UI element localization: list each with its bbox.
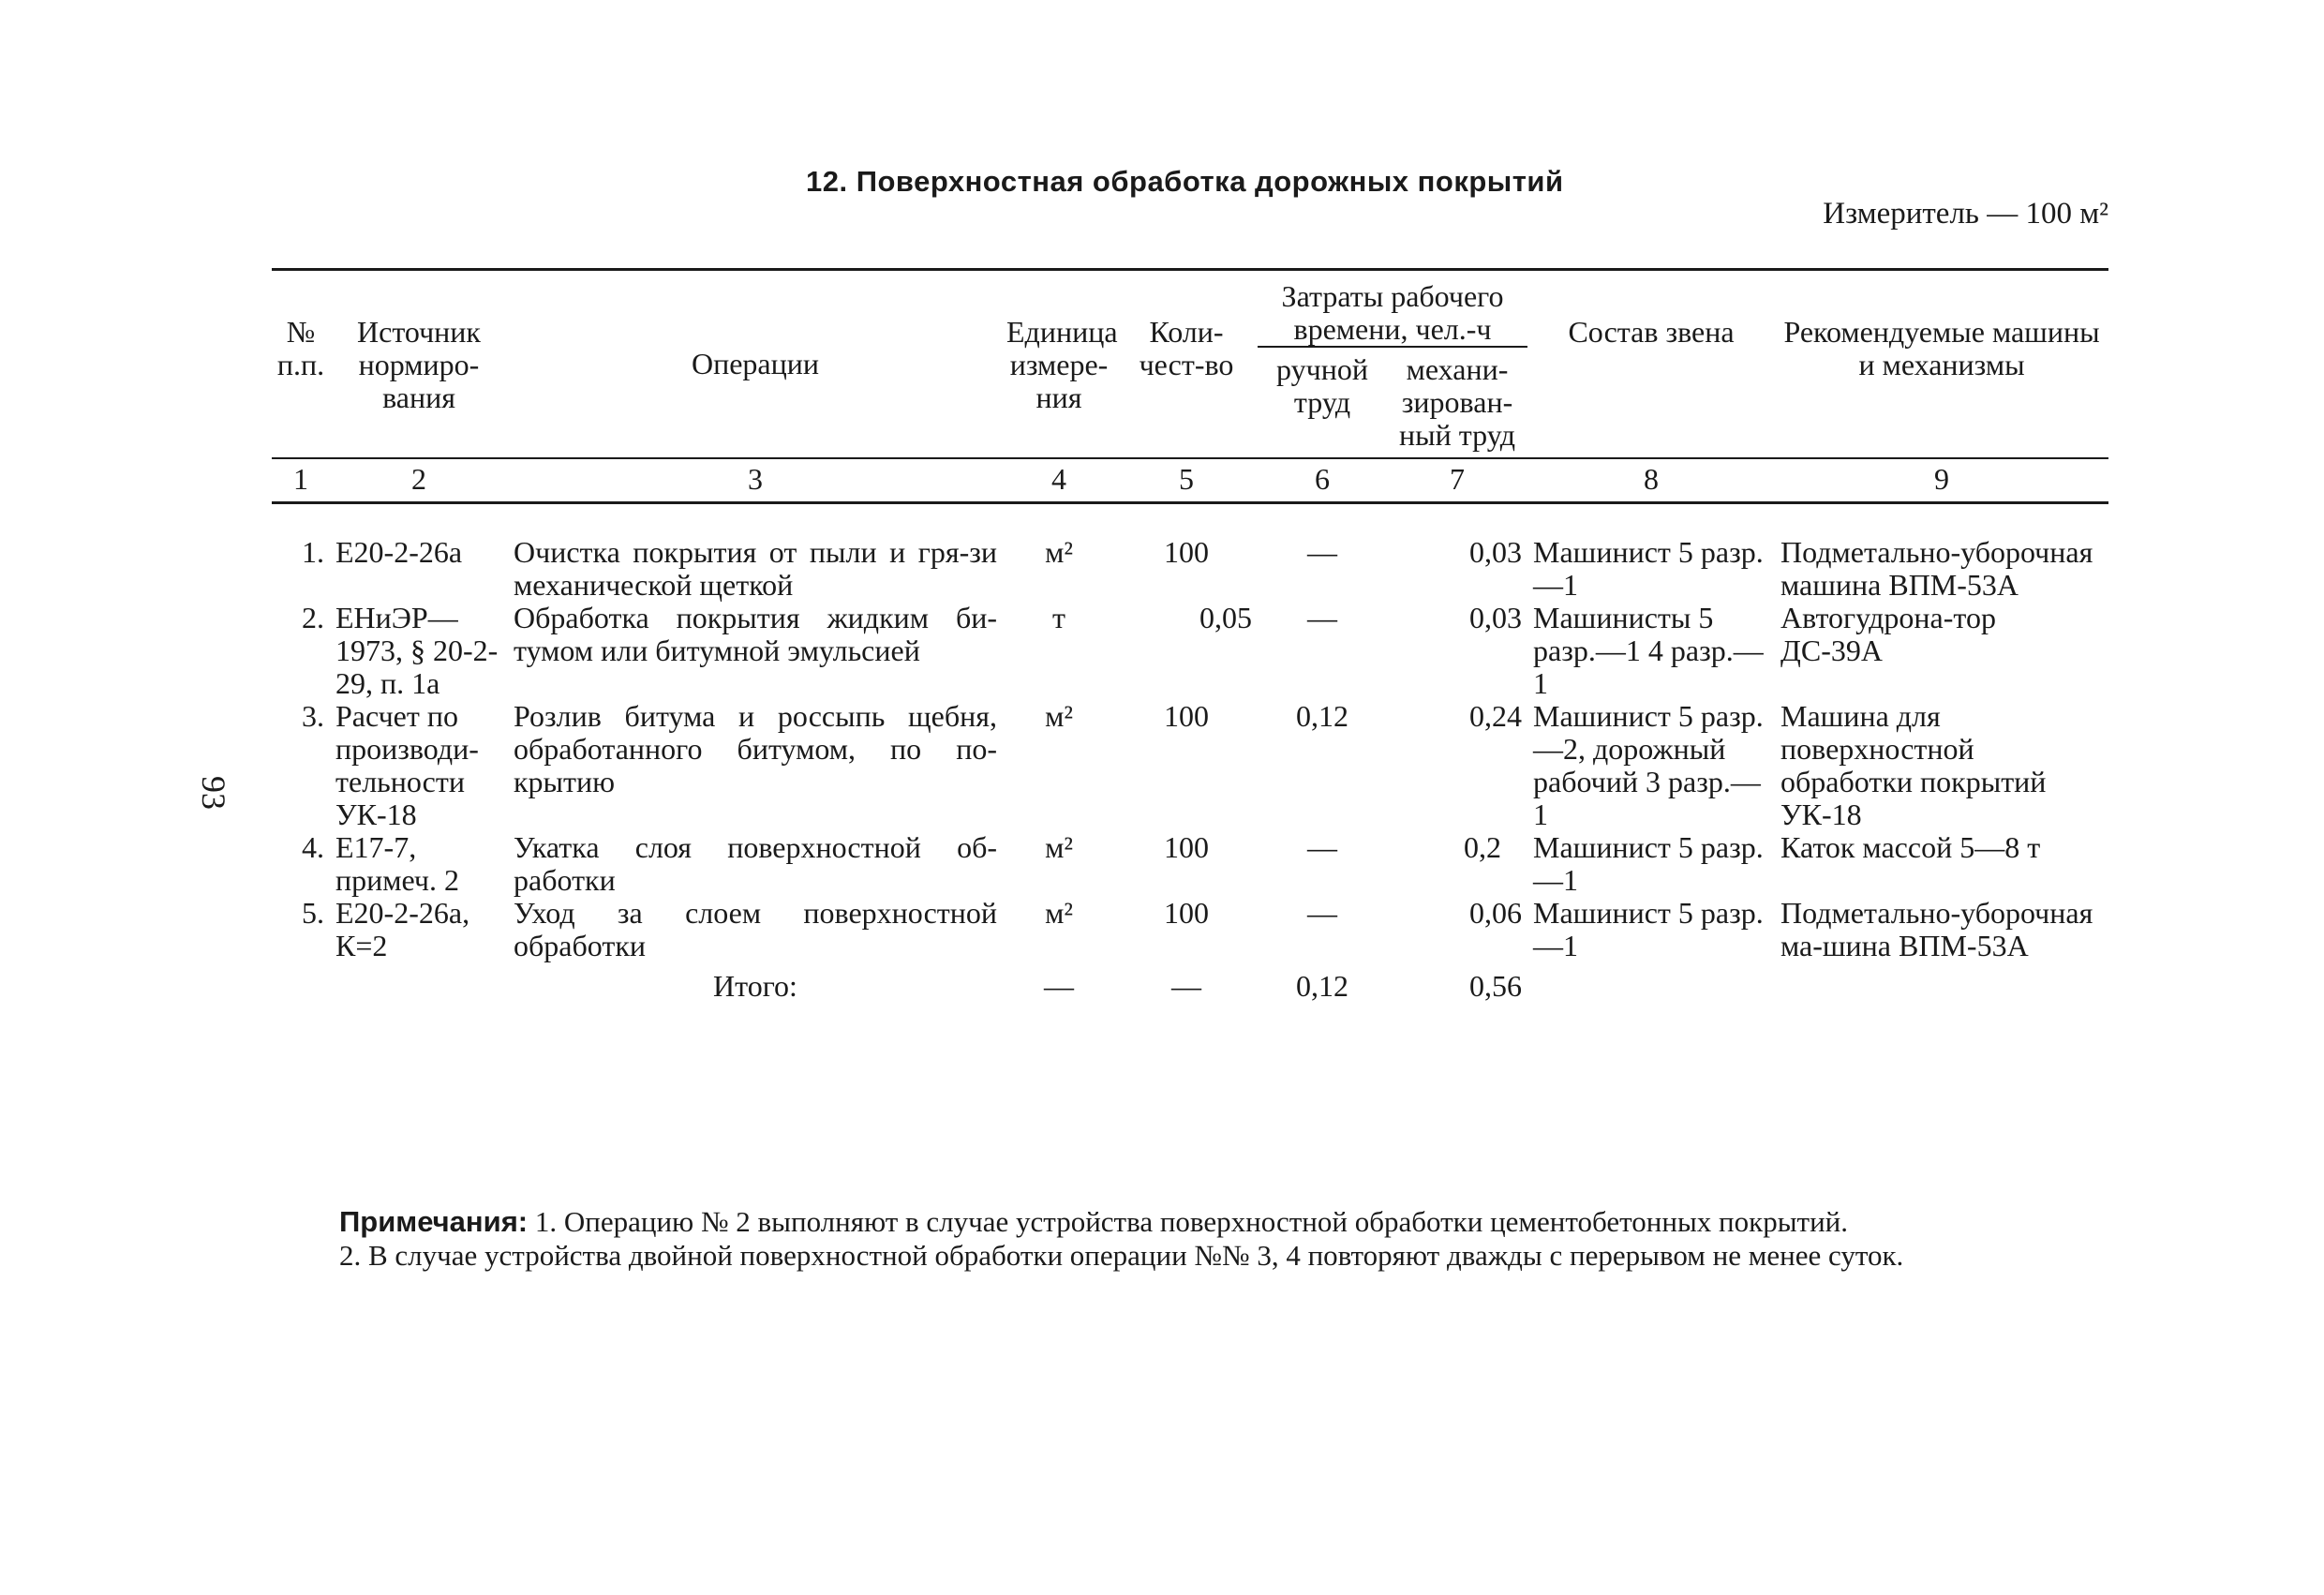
- total-row: [272, 962, 2108, 1003]
- header-manual: ручной труд: [1258, 347, 1387, 458]
- norms-table: [272, 268, 2108, 1003]
- header-crew: Состав звена: [1568, 315, 1735, 349]
- measure-unit: Измеритель — 100 м²: [1823, 197, 2108, 231]
- col-number: 6: [1315, 462, 1330, 496]
- row-crew: Машинист 5 разр.—1: [1533, 830, 1764, 897]
- row-qty: 100: [1164, 830, 1209, 864]
- table-row: [272, 602, 2108, 700]
- row-qty: 100: [1164, 896, 1209, 930]
- row-operation: Розлив битума и россыпь щебня, обработанного битумом, по по-крытию: [514, 699, 997, 798]
- col-number: 1: [293, 462, 308, 496]
- row-machine: Каток массой 5—8 т: [1780, 830, 2041, 864]
- row-mech: 0,03: [1469, 535, 1523, 569]
- row-source: Е20-2-26а: [335, 535, 463, 569]
- total-mech: 0,56: [1469, 969, 1523, 1003]
- total-qty: —: [1171, 969, 1201, 1003]
- total-label: Итого:: [713, 969, 797, 1003]
- page-number: 93: [195, 776, 232, 810]
- table-row: [272, 700, 2108, 831]
- row-qty: 0,05: [1199, 601, 1252, 634]
- row-unit: м²: [1045, 896, 1073, 930]
- row-unit: м²: [1045, 535, 1073, 569]
- total-unit: —: [1044, 969, 1074, 1003]
- row-unit: т: [1052, 601, 1065, 634]
- row-source: Расчет по производи-тельности УК-18: [335, 699, 479, 831]
- col-number: 4: [1051, 462, 1066, 496]
- header-source: Источник нормиро-вания: [357, 315, 481, 414]
- row-mech: 0,2: [1464, 830, 1502, 864]
- row-machine: Машина для поверхностной обработки покрытий УК-18: [1780, 699, 2047, 831]
- header-no: № п.п.: [276, 315, 325, 381]
- row-machine: Подметально-уборочная ма-шина ВПМ-53А: [1780, 896, 2093, 962]
- row-source: Е17-7, примеч. 2: [335, 830, 459, 897]
- row-operation: Обработка покрытия жидким би-тумом или битумной эмульсией: [514, 601, 997, 667]
- notes-label: Примечания:: [339, 1205, 529, 1238]
- page-title: 12. Поверхностная обработка дорожных покрытий: [806, 165, 1564, 198]
- row-crew: Машинист 5 разр.—2, дорожный рабочий 3 разр.—1: [1533, 699, 1764, 831]
- row-operation: Очистка покрытия от пыли и гря-зи механической щеткой: [514, 535, 997, 602]
- header-mech: механи-зирован-ный труд: [1387, 347, 1527, 458]
- row-mech: 0,03: [1469, 601, 1523, 634]
- header-unit: Единица измере-ния: [1006, 315, 1118, 414]
- col-number: 7: [1450, 462, 1465, 496]
- row-no: 4.: [302, 830, 324, 864]
- row-manual: —: [1307, 535, 1337, 569]
- row-machine: Автогудрона-тор ДС-39А: [1780, 601, 1996, 667]
- row-operation: Уход за слоем поверхностной обработки: [514, 896, 997, 962]
- row-qty: 100: [1164, 535, 1209, 569]
- row-crew: Машинист 5 разр.—1: [1533, 896, 1764, 962]
- row-no: 2.: [302, 601, 324, 634]
- row-unit: м²: [1045, 699, 1073, 733]
- col-number: 2: [411, 462, 426, 496]
- total-manual: 0,12: [1296, 969, 1348, 1003]
- row-source: ЕНиЭР—1973, § 20-2-29, п. 1а: [335, 601, 499, 700]
- row-machine: Подметально-уборочная машина ВПМ-53А: [1780, 535, 2093, 602]
- row-unit: м²: [1045, 830, 1073, 864]
- row-manual: —: [1307, 601, 1337, 634]
- notes: [276, 1205, 2110, 1273]
- row-manual: —: [1307, 896, 1337, 930]
- column-numbers-row: [272, 458, 2108, 503]
- row-crew: Машинист 5 разр.—1: [1533, 535, 1764, 602]
- row-mech: 0,06: [1469, 896, 1523, 930]
- row-no: 1.: [302, 535, 324, 569]
- col-number: 5: [1179, 462, 1194, 496]
- table-row: [272, 897, 2108, 962]
- header-labor: Затраты рабочего времени, чел.-ч: [1281, 279, 1504, 346]
- header-operations: Операции: [691, 347, 819, 380]
- table-row: [272, 503, 2108, 603]
- note-2: 2. В случае устройства двойной поверхностной обработки операции №№ 3, 4 повторяют дважды с перерывом не менее суток.: [339, 1239, 1904, 1272]
- row-no: 3.: [302, 699, 324, 733]
- row-manual: 0,12: [1296, 699, 1348, 733]
- col-number: 8: [1644, 462, 1660, 496]
- row-crew: Машинисты 5 разр.—1 4 разр.—1: [1533, 601, 1764, 700]
- row-operation: Укатка слоя поверхностной об-работки: [514, 830, 997, 897]
- col-number: 3: [748, 462, 763, 496]
- header-qty: Коли-чест-во: [1139, 315, 1234, 381]
- row-mech: 0,24: [1469, 699, 1523, 733]
- row-source: Е20-2-26а, К=2: [335, 896, 470, 962]
- row-qty: 100: [1164, 699, 1209, 733]
- note-1: 1. Операцию № 2 выполняют в случае устройства поверхностной обработки цементобетонных покрытий.: [534, 1205, 1849, 1238]
- table-row: [272, 831, 2108, 897]
- col-number: 9: [1934, 462, 1950, 496]
- row-manual: —: [1307, 830, 1337, 864]
- row-no: 5.: [302, 896, 324, 930]
- header-machines: Рекомендуемые машины и механизмы: [1783, 315, 2100, 381]
